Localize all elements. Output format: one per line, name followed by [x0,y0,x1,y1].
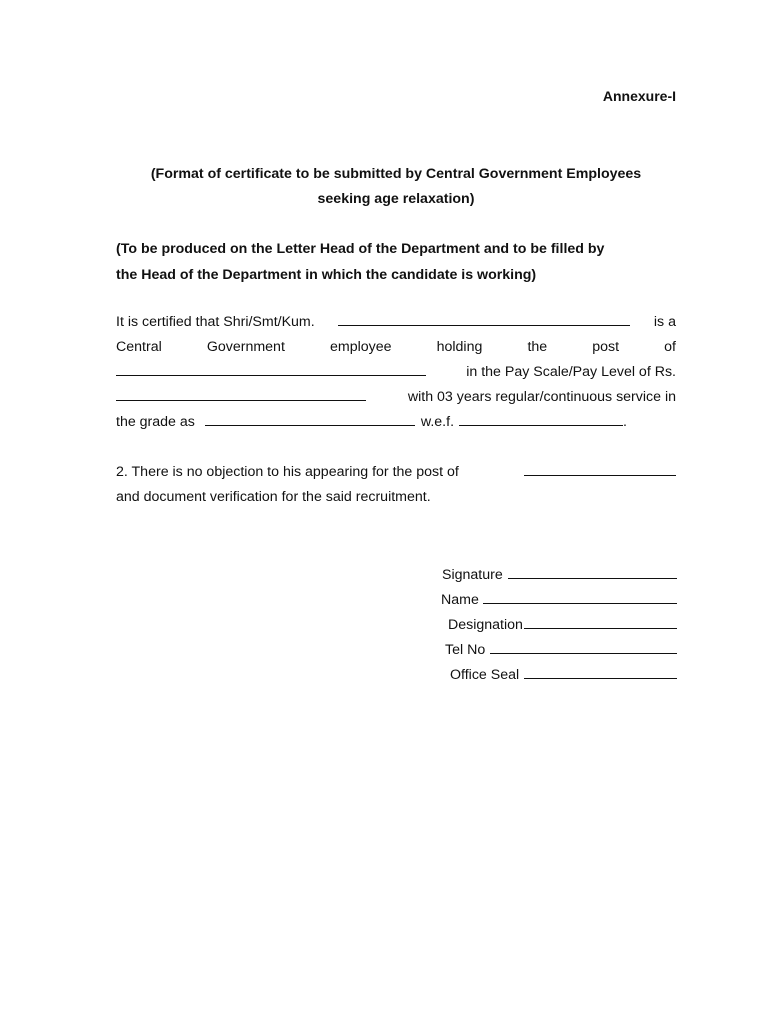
p1-word: Government [206,339,285,355]
tel-label: Tel No [445,642,486,658]
instruction-note [116,236,676,288]
p2-line-1-text: 2. There is no objection to his appearing for the post of [116,464,459,480]
title-line-2: seeking age relaxation) [317,191,475,207]
p1-word: Central [116,339,162,355]
tel-row [440,638,677,663]
seal-row [440,663,677,688]
p1-line-1-text-a: It is certified that Shri/Smt/Kum. [116,314,315,330]
certificate-paragraph-1 [116,310,676,435]
p1-line-3 [116,360,676,385]
p1-word: holding [436,339,483,355]
designation-label: Designation [448,617,523,633]
p1-line-4 [116,385,676,410]
certificate-paragraph-2 [116,460,676,510]
name-label: Name [441,592,479,608]
designation-blank[interactable] [524,613,677,629]
p1-line-3-text-b: in the Pay Scale/Pay Level of Rs. [466,364,676,380]
signature-block [440,563,677,688]
p2-line-1 [116,460,676,485]
name-blank[interactable] [338,310,630,326]
p1-word: of [664,339,676,355]
p1-line-5 [116,410,676,435]
signature-row [440,563,677,588]
title-line-1: (Format of certificate to be submitted by Central Government Employees [150,166,642,182]
p1-line-1-text-b: is a [653,314,676,330]
annexure-label: Annexure-I [602,88,676,104]
tel-blank[interactable] [490,638,677,654]
post-blank[interactable] [116,360,426,376]
p1-line-5-text-c: . [623,414,627,430]
designation-row [440,613,677,638]
p1-line-2 [116,335,676,360]
signature-blank[interactable] [508,563,677,579]
p1-word: employee [329,339,392,355]
signature-label: Signature [442,567,503,583]
signer-name-blank[interactable] [483,588,677,604]
seal-blank[interactable] [524,663,677,679]
grade-blank[interactable] [205,410,415,426]
p1-word: post [592,339,620,355]
recruitment-post-blank[interactable] [524,460,676,476]
p1-line-5-text-b: w.e.f. [420,414,455,430]
pay-scale-blank[interactable] [116,385,366,401]
wef-date-blank[interactable] [459,410,623,426]
p2-line-2-text: and document verification for the said recruitment. [116,489,431,505]
instruction-line-1: (To be produced on the Letter Head of the Department and to be filled by [116,241,605,257]
document-title [116,162,676,212]
seal-label: Office Seal [450,667,520,683]
name-row [440,588,677,613]
p2-line-2 [116,485,676,510]
p1-line-1 [116,310,676,335]
instruction-line-2: the Head of the Department in which the candidate is working) [116,267,537,283]
p1-line-5-text-a: the grade as [116,414,195,430]
p1-line-4-text-b: with 03 years regular/continuous service in [407,389,676,405]
p1-word: the [527,339,548,355]
